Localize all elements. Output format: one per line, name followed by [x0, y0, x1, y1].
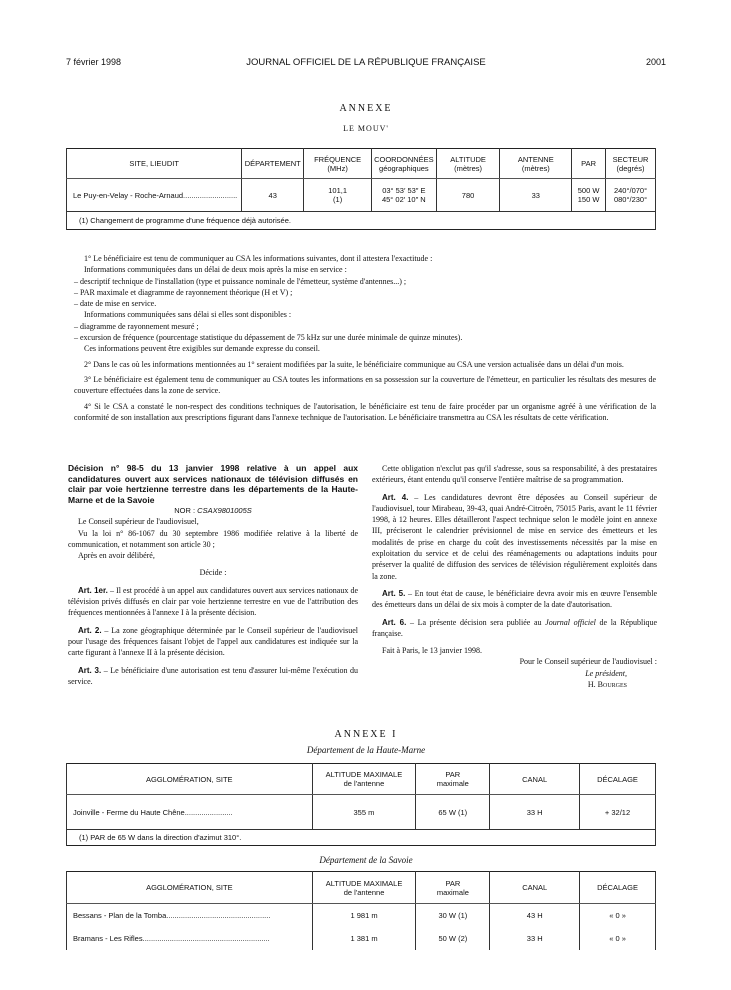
- table-header-row: [67, 149, 656, 179]
- col-agglomeration: AGGLOMÉRATION, SITE: [67, 764, 313, 795]
- col-agglomeration: AGGLOMÉRATION, SITE: [67, 872, 313, 904]
- cell-par: 50 W (2): [416, 927, 490, 950]
- visa-line: Après en avoir délibéré,: [78, 551, 155, 561]
- table-row: [67, 795, 656, 830]
- annexe-title: ANNEXE: [339, 103, 393, 114]
- col-par-max: PAR maximale: [416, 764, 490, 795]
- col-canal: CANAL: [490, 872, 580, 904]
- table-note: (1) Changement de programme d'une fréquence déjà autorisée.: [67, 212, 656, 230]
- article-3-continued: Cette obligation n'exclut pas qu'il s'adresse, sous sa responsabilité, à des prestataires extérieurs, étant entendu qu'il conserve l'entière maîtrise de sa programmation.: [372, 464, 657, 485]
- visa-line: Le Conseil supérieur de l'audiovisuel,: [78, 517, 199, 527]
- article-6: Art. 6. – La présente décision sera publiée au Journal officiel de la République française.: [372, 617, 658, 638]
- cell-departement: 43: [242, 179, 304, 212]
- decision-right-column: [372, 463, 657, 690]
- cell-altitude: 1 981 m: [312, 904, 416, 927]
- cell-par: 500 W 150 W: [572, 179, 606, 212]
- table-row: [67, 927, 656, 950]
- condition-2: 2° Dans le cas où les informations mentionnées au 1° seraient modifiées par la suite, le bénéficiaire communique au CSA une version actualisée dans un délai d'un mois.: [84, 359, 624, 369]
- cell-site: Bramans - Les Rifles.............................................................: [67, 927, 313, 950]
- cell-site: Joinville - Ferme du Haute Chêne.......................: [67, 795, 313, 830]
- nor-reference: NOR : CSAX9801005S: [174, 506, 252, 515]
- fait-a-paris: Fait à Paris, le 13 janvier 1998.: [382, 646, 482, 656]
- decision-title: Décision n° 98-5 du 13 janvier 1998 relative à un appel aux candidatures ouvert aux services nationaux de télévision diffusés en clair par voie hertzienne terrestre dans les départements de la Haute-Marne et de la Savoie: [68, 463, 358, 505]
- col-par: PAR: [572, 149, 606, 179]
- article-3: Art. 3. – Le bénéficiaire d'une autorisation est tenu d'assurer lui-même l'exécution du service.: [68, 665, 359, 686]
- condition-line: – diagramme de rayonnement mesuré ;: [74, 321, 199, 331]
- decision-left-column: [68, 463, 358, 687]
- table-row: [67, 179, 656, 212]
- cell-par: 65 W (1): [416, 795, 490, 830]
- signature-for: Pour le Conseil supérieur de l'audiovisuel :: [519, 657, 657, 667]
- cell-altitude: 355 m: [312, 795, 416, 830]
- cell-par: 30 W (1): [416, 904, 490, 927]
- annexe-1-title: ANNEXE I: [334, 729, 398, 740]
- col-site: SITE, LIEUDIT: [67, 149, 242, 179]
- running-header: [66, 57, 666, 71]
- table-header-row: [67, 764, 656, 795]
- col-antenne: ANTENNE (mètres): [500, 149, 572, 179]
- departement-savoie: Département de la Savoie: [319, 855, 413, 865]
- header-journal: JOURNAL OFFICIEL DE LA RÉPUBLIQUE FRANÇAISE: [246, 57, 486, 68]
- condition-line: Informations communiquées dans un délai de deux mois après la mise en service :: [84, 265, 347, 275]
- departement-haute-marne: Département de la Haute-Marne: [306, 745, 426, 755]
- col-par-max: PAR maximale: [416, 872, 490, 904]
- condition-line: – PAR maximale et diagramme de rayonnement théorique (H et V) ;: [74, 287, 293, 297]
- savoie-table: [66, 871, 656, 950]
- table-note-row: [67, 830, 656, 846]
- signature-title: Le président,: [585, 668, 627, 678]
- decide-heading: Décide :: [199, 568, 227, 578]
- cell-decalage: « 0 »: [580, 927, 656, 950]
- condition-line: – date de mise en service.: [74, 299, 157, 309]
- table-note: (1) PAR de 65 W dans la direction d'azimut 310°.: [67, 830, 656, 846]
- condition-line: – excursion de fréquence (pourcentage statistique du dépassement de 75 kHz sur une durée minimale de quinze minutes).: [74, 333, 463, 343]
- col-secteur: SECTEUR (degrés): [606, 149, 656, 179]
- cell-decalage: + 32/12: [580, 795, 656, 830]
- cell-site: Bessans - Plan de la Tomba..................................................: [67, 904, 313, 927]
- cell-site: Le Puy-en-Velay - Roche-Arnaud..........................: [67, 179, 242, 212]
- table-row: [67, 904, 656, 927]
- article-2: Art. 2. – La zone géographique déterminée par le Conseil supérieur de l'audiovisuel pour l'usage des fréquences faisant l'objet de l'appel aux candidatures est indiquée sur la carte figurant à l'annexe II à la présente décision.: [68, 625, 358, 658]
- cell-canal: 33 H: [490, 927, 580, 950]
- conditions-block: [74, 253, 656, 423]
- condition-line: Ces informations peuvent être exigibles sur demande expresse du conseil.: [84, 344, 320, 354]
- cell-canal: 33 H: [490, 795, 580, 830]
- header-date: 7 février 1998: [66, 57, 122, 67]
- header-page-number: 2001: [645, 57, 666, 67]
- table-note-row: [67, 212, 656, 230]
- haute-marne-table: [66, 763, 656, 846]
- cell-decalage: « 0 »: [580, 904, 656, 927]
- table-header-row: [67, 872, 656, 904]
- col-decalage: DÉCALAGE: [580, 872, 656, 904]
- condition-4: 4° Si le CSA a constaté le non-respect des conditions techniques de l'autorisation, le bénéficiaire est tenu de faire procéder par un organisme agréé à une vérification de la conformité de son installation aux prescriptions figurant dans l'annexe technique de l'autorisation. Le bénéficiaire transmettra au CSA les résultats de cette vérification.: [74, 401, 656, 422]
- cell-frequence: 101,1 (1): [304, 179, 372, 212]
- cell-secteur: 240°/070° 080°/230°: [606, 179, 656, 212]
- condition-line: – descriptif technique de l'installation (type et puissance nominale de l'émetteur, système d'antennes...) ;: [74, 276, 407, 286]
- frequency-table: [66, 148, 656, 230]
- condition-3: 3° Le bénéficiaire est également tenu de communiquer au CSA toutes les informations en sa possession sur la couverture de l'émetteur, en particulier les résultats des mesures de couverture effectuées dans la zone de service.: [74, 374, 656, 396]
- article-5: Art. 5. – En tout état de cause, le bénéficiaire devra avoir mis en œuvre l'ensemble des émetteurs dans un délai de six mois à compter de la date d'autorisation.: [372, 588, 658, 610]
- col-departement: DÉPARTEMENT: [242, 149, 304, 179]
- cell-altitude: 1 381 m: [312, 927, 416, 950]
- article-1: Art. 1er. – Il est procédé à un appel aux candidatures ouvert aux services nationaux de télévision privés diffusés en clair par voie hertzienne terrestre en vue de l'attribution des fréquences mentionnées à l'annexe I à la présente décision.: [68, 585, 358, 618]
- cell-canal: 43 H: [490, 904, 580, 927]
- col-canal: CANAL: [490, 764, 580, 795]
- article-4: Art. 4. – Les candidatures devront être déposées au Conseil supérieur de l'audiovisuel, tour Mirabeau, 39-43, quai André-Citroën, 75015 Paris, avant le 11 février 1998, à 12 heures. Elles détailleront l'aspect technique selon le modèle joint en annexe III, préciseront le calendrier prévisionnel de mise en service des émetteurs et les modalités de prise en charge du coût des investissements nécessités par la mise en exploitation du service et de celui des réaménagements ou adaptations induits pour préserver la qualité de diffusion des services de télévision régulièrement exploités dans la zone.: [372, 492, 658, 581]
- col-altitude: ALTITUDE (mètres): [436, 149, 500, 179]
- cell-coordonnees: 03° 53′ 53″ E 45° 02′ 10″ N: [372, 179, 437, 212]
- col-altitude-max: ALTITUDE MAXIMALE de l'antenne: [312, 764, 416, 795]
- cell-antenne: 33: [500, 179, 572, 212]
- col-coordonnees: COORDONNÉES géographiques: [372, 149, 437, 179]
- condition-line: Informations communiquées sans délai si elles sont disponibles :: [84, 310, 292, 320]
- condition-1: 1° Le bénéficiaire est tenu de communiquer au CSA les informations suivantes, dont il attestera l'exactitude :: [84, 254, 433, 263]
- col-decalage: DÉCALAGE: [580, 764, 656, 795]
- col-altitude-max: ALTITUDE MAXIMALE de l'antenne: [312, 872, 416, 904]
- col-frequence: FRÉQUENCE (MHz): [304, 149, 372, 179]
- cell-altitude: 780: [436, 179, 500, 212]
- annexe-subtitle: LE MOUV': [343, 124, 389, 133]
- visa-line: Vu la loi n° 86-1067 du 30 septembre 1986 modifiée relative à la liberté de communication, et notamment son article 30 ;: [68, 528, 358, 549]
- signature-name: H. Bourges: [587, 680, 627, 690]
